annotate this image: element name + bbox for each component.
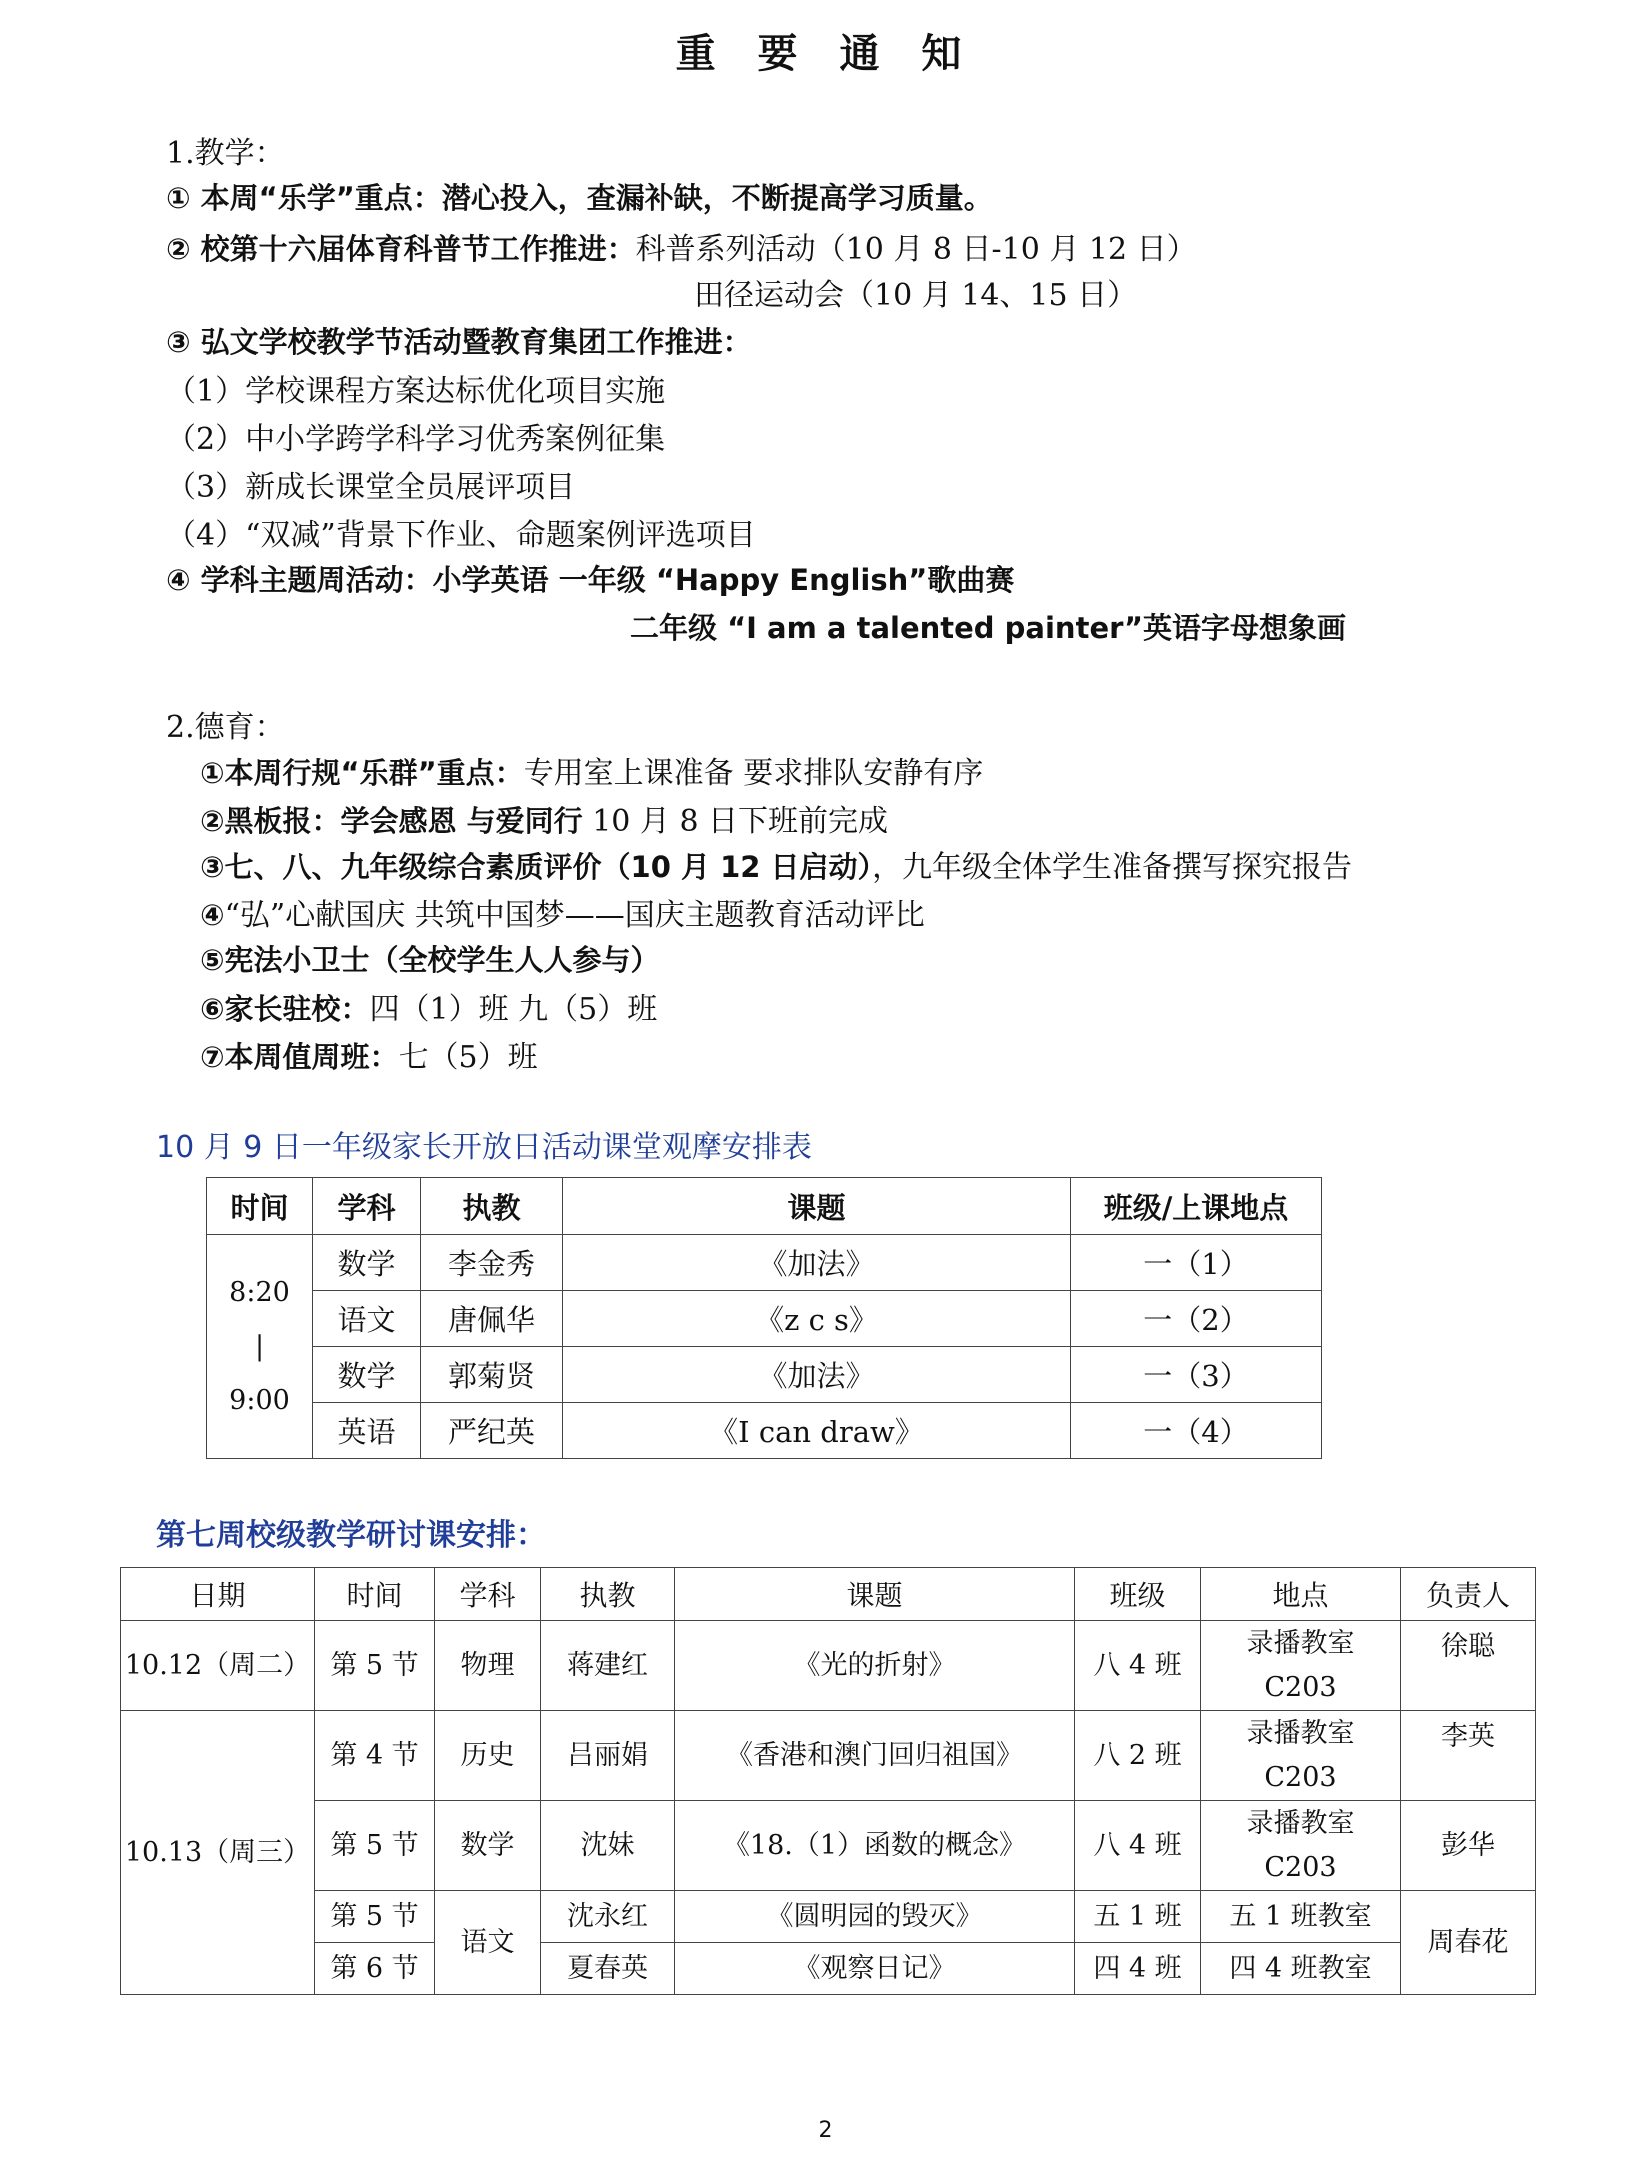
subject-cell: 历史 <box>435 1711 541 1801</box>
topic-cell: 《I can draw》 <box>563 1403 1071 1459</box>
place-cell <box>1201 1711 1401 1801</box>
moral-item-5 <box>200 938 660 979</box>
time-cell: 第 5 节 <box>315 1621 435 1711</box>
moral-heading: 2.德育： <box>166 710 285 745</box>
teaching-sub-item-3: （3）新成长课堂全员展评项目 <box>166 470 576 505</box>
topic-cell: 《光的折射》 <box>675 1621 1075 1711</box>
class-cell: 一（2） <box>1071 1291 1322 1347</box>
time-cell: 第 6 节 <box>315 1943 435 1995</box>
teacher-cell: 沈妹 <box>541 1801 675 1891</box>
place-cell: 四 4 班教室 <box>1201 1943 1401 1995</box>
topic-cell: 《观察日记》 <box>675 1943 1075 1995</box>
place-cell <box>1201 1621 1401 1711</box>
table-header-row <box>207 1178 1322 1235</box>
table-header-row <box>121 1568 1536 1621</box>
moral-item-2-bold: ②黑板报：学会感恩 与爱同行 <box>200 804 583 838</box>
table-header: 负责人 <box>1401 1568 1536 1621</box>
subject-cell: 英语 <box>313 1403 421 1459</box>
class-cell: 一（4） <box>1071 1403 1322 1459</box>
class-cell: 八 4 班 <box>1075 1621 1201 1711</box>
teaching-item-3: ③ 弘文学校教学节活动暨教育集团工作推进： <box>166 325 752 359</box>
teacher-cell: 夏春英 <box>541 1943 675 1995</box>
subject-cell: 物理 <box>435 1621 541 1711</box>
teaching-sub-item-1: （1）学校课程方案达标优化项目实施 <box>166 374 666 409</box>
topic-cell: 《加法》 <box>563 1235 1071 1291</box>
teaching-item-4a: ④ 学科主题周活动：小学英语 一年级 “Happy English”歌曲赛 <box>166 563 1015 597</box>
teaching-item-2 <box>166 224 1197 268</box>
table-header: 课题 <box>675 1568 1075 1621</box>
teaching-sub-item-4: （4）“双减”背景下作业、命题案例评选项目 <box>166 518 756 553</box>
table-header: 学科 <box>435 1568 541 1621</box>
teaching-sub-item-2: （2）中小学跨学科学习优秀案例征集 <box>166 422 666 457</box>
page-title: 重 要 通 知 <box>675 31 976 77</box>
moral-item-6-bold: ⑥家长驻校： <box>200 992 370 1026</box>
time-cell: 第 5 节 <box>315 1801 435 1891</box>
teacher-cell: 郭菊贤 <box>421 1347 563 1403</box>
teacher-cell: 吕丽娟 <box>541 1711 675 1801</box>
teacher-cell: 蒋建红 <box>541 1621 675 1711</box>
place-line-1: 录播教室 <box>1246 1627 1355 1659</box>
moral-item-7-text: 七（5）班 <box>398 1040 538 1075</box>
table-header: 执教 <box>421 1178 563 1235</box>
owner-cell: 周春花 <box>1401 1891 1536 1995</box>
place-line-2: C203 <box>1264 1671 1337 1703</box>
owner-cell: 李英 <box>1401 1711 1536 1801</box>
table-header: 课题 <box>563 1178 1071 1235</box>
moral-item-6-text: 四（1）班 九（5）班 <box>369 992 658 1027</box>
date-cell: 10.13（周三） <box>121 1711 315 1995</box>
moral-item-1 <box>200 748 983 792</box>
table-header: 日期 <box>121 1568 315 1621</box>
place-cell <box>1201 1801 1401 1891</box>
subject-cell: 语文 <box>435 1891 541 1995</box>
table-header: 时间 <box>207 1178 313 1235</box>
date-cell: 10.12（周二） <box>121 1621 315 1711</box>
time-cell: 第 4 节 <box>315 1711 435 1801</box>
moral-item-2 <box>200 796 888 840</box>
moral-item-3-text: ，九年级全体学生准备撰写探究报告 <box>872 850 1353 885</box>
time-separator: | <box>254 1330 265 1362</box>
teaching-item-2-title: ② 校第十六届体育科普节工作推进： <box>166 232 636 266</box>
place-line-2: C203 <box>1264 1851 1337 1883</box>
table-row <box>207 1291 1322 1347</box>
table-header: 学科 <box>313 1178 421 1235</box>
moral-item-4 <box>200 890 925 934</box>
place-line-2: C203 <box>1264 1761 1337 1793</box>
moral-item-7 <box>200 1032 538 1076</box>
teaching-item-2-activity-a: 科普系列活动（10 月 8 日-10 月 12 日） <box>635 232 1197 267</box>
topic-cell: 《圆明园的毁灭》 <box>675 1891 1075 1943</box>
teacher-cell: 沈永红 <box>541 1891 675 1943</box>
class-cell: 八 2 班 <box>1075 1711 1201 1801</box>
moral-item-1-bold: ①本周行规“乐群”重点： <box>200 756 524 790</box>
teaching-item-2-activity-b: 田径运动会（10 月 14、15 日） <box>694 278 1138 313</box>
table2-caption: 第七周校级教学研讨课安排： <box>156 1518 546 1553</box>
place-cell: 五 1 班教室 <box>1201 1891 1401 1943</box>
class-cell: 一（3） <box>1071 1347 1322 1403</box>
place-line-1: 录播教室 <box>1246 1717 1355 1749</box>
class-cell: 八 4 班 <box>1075 1801 1201 1891</box>
topic-cell: 《加法》 <box>563 1347 1071 1403</box>
teaching-item-1: ① 本周“乐学”重点：潜心投入，查漏补缺，不断提高学习质量。 <box>166 181 993 215</box>
table-row <box>121 1891 1536 1943</box>
moral-item-3 <box>200 842 1352 886</box>
moral-item-4-text: “弘”心献国庆 共筑中国梦——国庆主题教育活动评比 <box>224 898 925 933</box>
subject-cell: 数学 <box>435 1801 541 1891</box>
table-row <box>207 1347 1322 1403</box>
teacher-cell: 李金秀 <box>421 1235 563 1291</box>
teacher-cell: 严纪英 <box>421 1403 563 1459</box>
moral-item-5-bold: ⑤宪法小卫士（全校学生人人参与） <box>200 943 660 977</box>
moral-item-7-bold: ⑦本周值周班： <box>200 1040 399 1074</box>
table-header: 班级 <box>1075 1568 1201 1621</box>
page-number: 2 <box>818 2118 833 2143</box>
table-row <box>121 1801 1536 1891</box>
moral-item-6 <box>200 984 657 1028</box>
table-header: 执教 <box>541 1568 675 1621</box>
table-row <box>207 1235 1322 1291</box>
table-row <box>207 1403 1322 1459</box>
class-cell: 四 4 班 <box>1075 1943 1201 1995</box>
table-header: 时间 <box>315 1568 435 1621</box>
table-row <box>121 1711 1536 1801</box>
class-cell: 一（1） <box>1071 1235 1322 1291</box>
research-lesson-table <box>120 1567 1536 1995</box>
time-cell: 第 5 节 <box>315 1891 435 1943</box>
moral-item-4-bold: ④ <box>200 898 225 932</box>
table1-caption: 10 月 9 日一年级家长开放日活动课堂观摩安排表 <box>156 1130 812 1165</box>
teacher-cell: 唐佩华 <box>421 1291 563 1347</box>
time-end: 9:00 <box>229 1384 290 1416</box>
subject-cell: 语文 <box>313 1291 421 1347</box>
open-day-schedule-table <box>206 1177 1322 1459</box>
teaching-item-4b: 二年级 “I am a talented painter”英语字母想象画 <box>630 611 1347 645</box>
table-row <box>121 1621 1536 1711</box>
table-header: 班级/上课地点 <box>1071 1178 1322 1235</box>
subject-cell: 数学 <box>313 1347 421 1403</box>
table-row <box>121 1943 1536 1995</box>
moral-item-2-text: 10 月 8 日下班前完成 <box>582 804 889 839</box>
teaching-heading: 1.教学： <box>166 136 285 171</box>
moral-item-3-bold: ③七、八、九年级综合素质评价（10 月 12 日启动） <box>200 850 873 884</box>
topic-cell: 《18.（1）函数的概念》 <box>675 1801 1075 1891</box>
place-line-1: 录播教室 <box>1246 1807 1355 1839</box>
table-header: 地点 <box>1201 1568 1401 1621</box>
topic-cell: 《z c s》 <box>563 1291 1071 1347</box>
owner-cell: 徐聪 <box>1401 1621 1536 1711</box>
class-cell: 五 1 班 <box>1075 1891 1201 1943</box>
owner-cell: 彭华 <box>1401 1801 1536 1891</box>
topic-cell: 《香港和澳门回归祖国》 <box>675 1711 1075 1801</box>
time-cell <box>207 1235 313 1459</box>
time-start: 8:20 <box>229 1276 290 1308</box>
subject-cell: 数学 <box>313 1235 421 1291</box>
moral-item-1-text: 专用室上课准备 要求排队安静有序 <box>523 756 984 791</box>
